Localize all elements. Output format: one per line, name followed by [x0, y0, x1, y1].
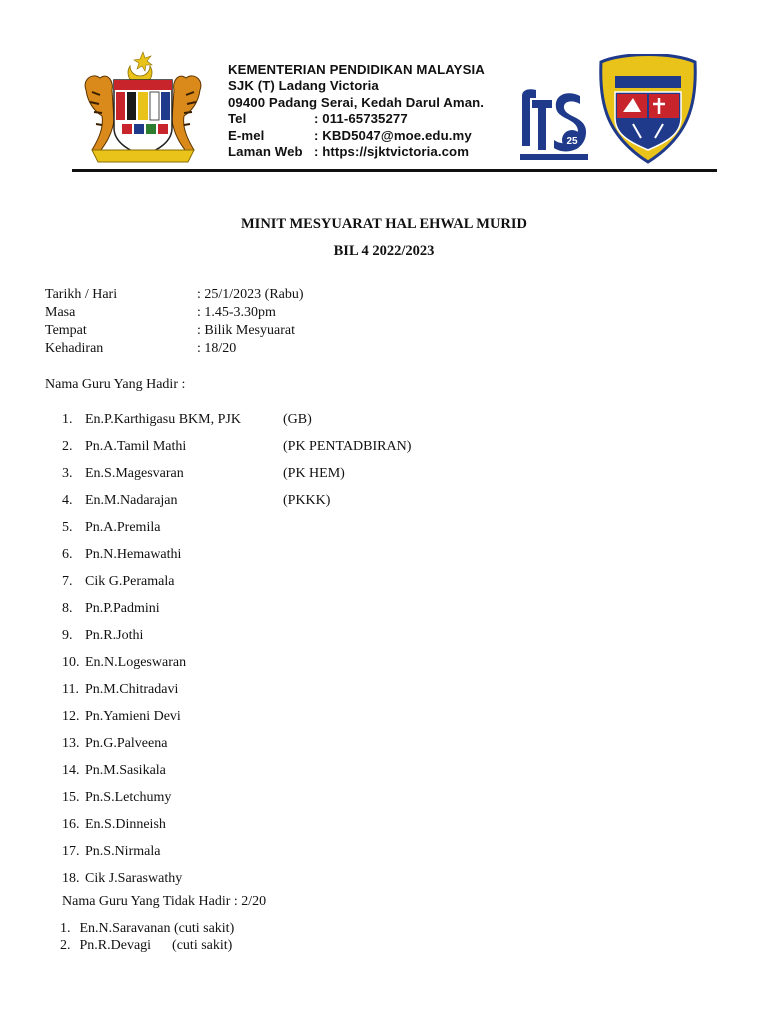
list-item [62, 627, 411, 654]
teacher-name: Pn.R.Jothi [85, 628, 144, 643]
item-number: 1. [62, 412, 73, 427]
item-number: 12. [62, 709, 80, 724]
list-item [62, 735, 411, 762]
present-teachers-heading: Nama Guru Yang Hadir : [45, 377, 186, 392]
list-item [62, 546, 411, 573]
website-label: Laman Web [228, 144, 303, 160]
phone-row [228, 111, 518, 127]
teacher-name: Pn.S.Letchumy [85, 790, 172, 805]
detail-value: : 1.45-3.30pm [197, 305, 276, 320]
email-row [228, 128, 518, 144]
list-item [62, 843, 411, 870]
list-item [62, 573, 411, 600]
list-item [62, 411, 411, 438]
detail-row-venue [45, 322, 304, 340]
list-item [62, 789, 411, 816]
email-label: E-mel [228, 127, 265, 143]
teacher-name: Pn.A.Premila [85, 520, 161, 535]
present-teachers-list [62, 411, 411, 897]
teacher-name: Pn.M.Sasikala [85, 763, 166, 778]
teacher-name: Pn.G.Palveena [85, 736, 168, 751]
detail-label: Kehadiran [45, 341, 104, 356]
detail-label: Tempat [45, 323, 87, 338]
detail-value: : Bilik Mesyuarat [197, 323, 295, 338]
phone-label: Tel [228, 111, 247, 127]
list-item [62, 708, 411, 735]
item-number: 9. [62, 628, 73, 643]
item-number: 11. [62, 682, 79, 697]
ts25-logo-icon [518, 86, 590, 162]
item-number: 1. [60, 921, 71, 936]
list-item [62, 762, 411, 789]
school-contact-block [228, 62, 518, 160]
teacher-name: Pn.P.Padmini [85, 601, 160, 616]
item-number: 10. [62, 655, 80, 670]
detail-row-attendance [45, 340, 304, 358]
letterhead [68, 50, 718, 172]
teacher-name: Cik G.Peramala [85, 574, 175, 589]
item-number: 13. [62, 736, 80, 751]
ts-logo-number: 25 [566, 136, 578, 147]
document-subtitle: BIL 4 2022/2023 [333, 243, 435, 259]
teacher-name: En.P.Karthigasu BKM, PJK [85, 412, 241, 427]
absent-teachers-heading: Nama Guru Yang Tidak Hadir : 2/20 [62, 894, 267, 909]
teacher-name: Pn.N.Hemawathi [85, 547, 182, 562]
list-item [62, 492, 411, 519]
item-number: 6. [62, 547, 73, 562]
teacher-name: En.S.Dinneish [85, 817, 166, 832]
teacher-name: En.S.Magesvaran [85, 466, 184, 481]
website-value: : https://sjktvictoria.com [314, 144, 470, 160]
school-badge-icon [593, 54, 703, 166]
teacher-name: Pn.S.Nirmala [85, 844, 161, 859]
item-number: 14. [62, 763, 80, 778]
teacher-role: (PKKK) [283, 493, 331, 508]
email-value: : KBD5047@moe.edu.my [314, 127, 472, 143]
item-number: 17. [62, 844, 80, 859]
detail-label: Tarikh / Hari [45, 287, 118, 302]
website-row [228, 144, 518, 160]
list-item [62, 654, 411, 681]
teacher-name: Pn.R.Devagi (cuti sakit) [79, 938, 233, 953]
teacher-name: En.M.Nadarajan [85, 493, 178, 508]
detail-label: Masa [45, 305, 76, 320]
teacher-name: Cik J.Saraswathy [85, 871, 183, 886]
list-item [62, 438, 411, 465]
teacher-name: Pn.A.Tamil Mathi [85, 439, 187, 454]
item-number: 7. [62, 574, 73, 589]
list-item [62, 816, 411, 843]
list-item [60, 937, 234, 954]
item-number: 3. [62, 466, 73, 481]
letterhead-divider [72, 169, 717, 172]
item-number: 5. [62, 520, 73, 535]
teacher-name: En.N.Saravanan (cuti sakit) [79, 921, 235, 936]
detail-row-date [45, 286, 304, 304]
item-number: 15. [62, 790, 80, 805]
document-title: MINIT MESYUARAT HAL EHWAL MURID [240, 216, 527, 232]
item-number: 2. [60, 938, 71, 953]
absent-teachers-list [60, 920, 234, 954]
list-item [62, 681, 411, 708]
malaysia-coat-of-arms-icon [78, 50, 208, 165]
teacher-role: (GB) [283, 412, 312, 427]
list-item [62, 600, 411, 627]
teacher-role: (PK PENTADBIRAN) [283, 439, 412, 454]
teacher-name: Pn.M.Chitradavi [85, 682, 179, 697]
item-number: 4. [62, 493, 73, 508]
detail-value: : 18/20 [197, 341, 237, 356]
item-number: 2. [62, 439, 73, 454]
phone-value: : 011-65735277 [314, 111, 408, 127]
teacher-role: (PK HEM) [283, 466, 345, 481]
item-number: 18. [62, 871, 80, 886]
list-item [60, 920, 234, 937]
list-item [62, 870, 411, 897]
school-name: SJK (T) Ladang Victoria [228, 78, 379, 94]
item-number: 8. [62, 601, 73, 616]
teacher-name: En.N.Logeswaran [85, 655, 187, 670]
item-number: 16. [62, 817, 80, 832]
teacher-name: Pn.Yamieni Devi [85, 709, 181, 724]
school-address: 09400 Padang Serai, Kedah Darul Aman. [228, 94, 485, 110]
list-item [62, 465, 411, 492]
ministry-name: KEMENTERIAN PENDIDIKAN MALAYSIA [228, 62, 485, 77]
meeting-details [45, 286, 304, 358]
detail-row-time [45, 304, 304, 322]
detail-value: : 25/1/2023 (Rabu) [197, 287, 304, 302]
list-item [62, 519, 411, 546]
